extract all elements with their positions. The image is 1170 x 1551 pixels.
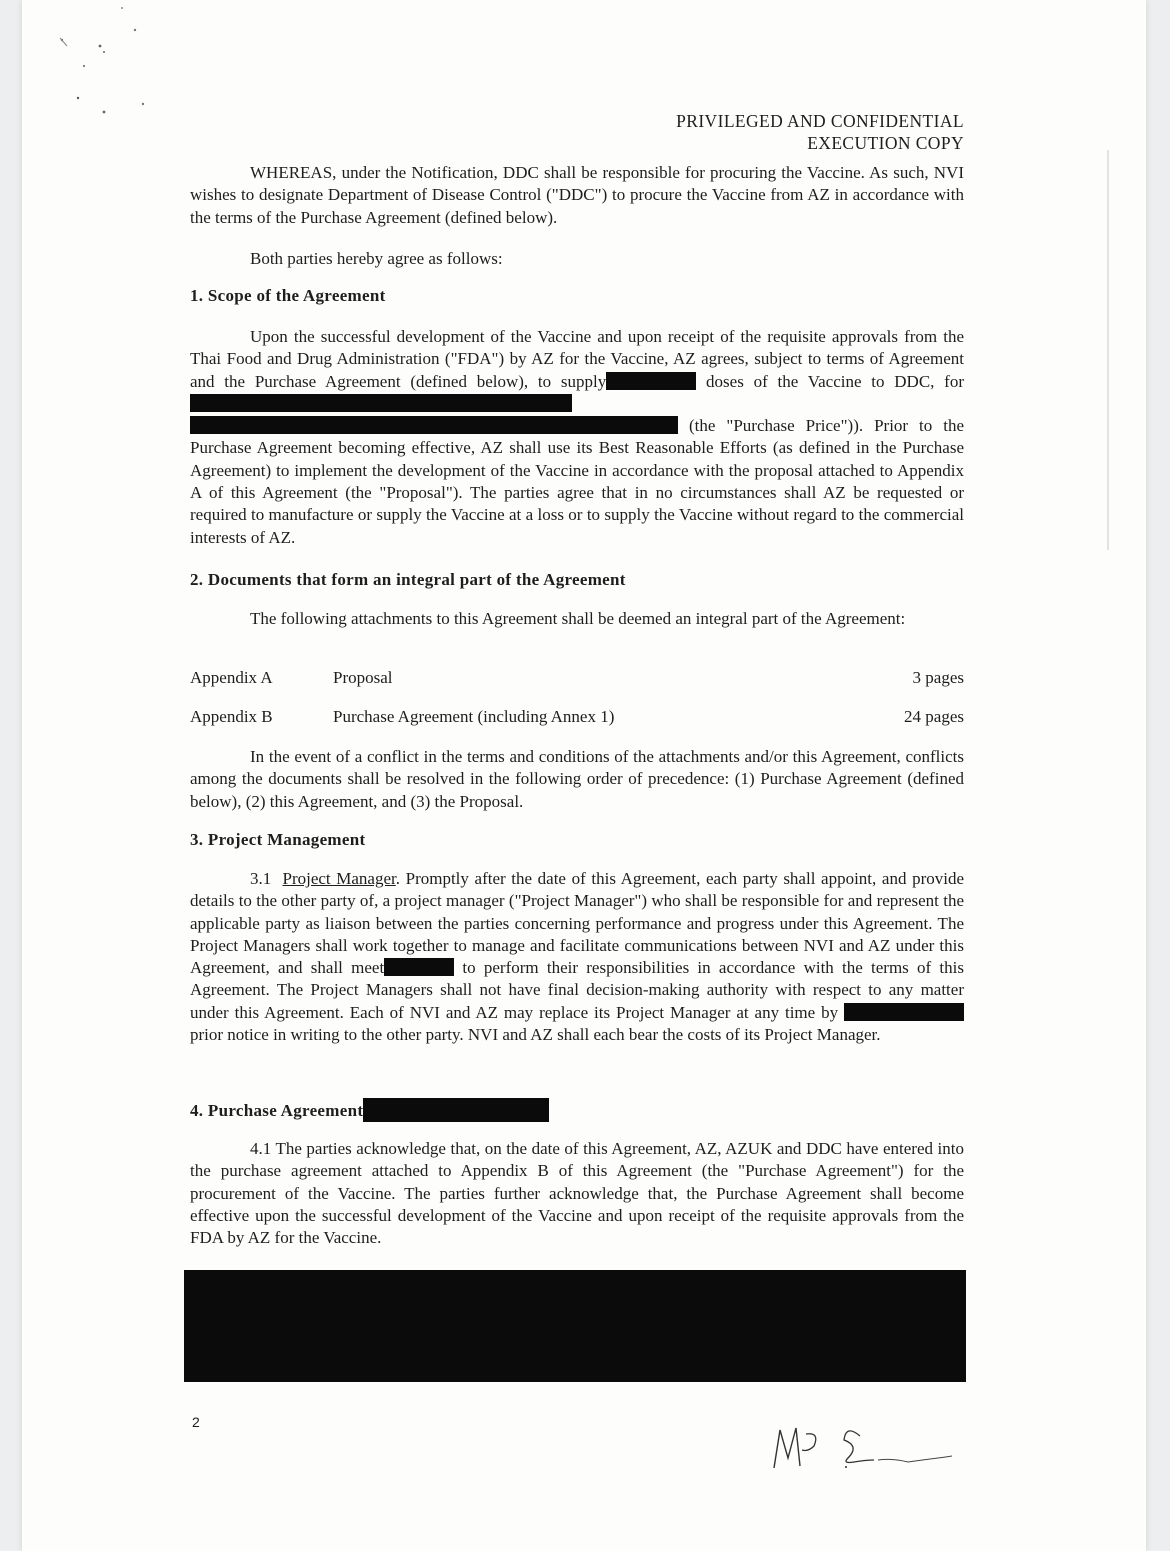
section-1-text-c: (the "Purchase Price")). Prior to the Purchase Agreement becoming effective, AZ shall use its Best Reasonable Efforts (as defined in the Purchase Agreement) to implement the development of the Vaccine in accordance with the proposal attached to Appendix A of this Agreement (the "Proposal"). The parties agree that in no circumstances shall AZ be requested or required to manufacture or supply the Vaccine at a loss or to supply the Vaccine without regard to the commercial interests of AZ. (190, 416, 965, 547)
scan-specks (22, 0, 192, 130)
section-3-paragraph (190, 868, 964, 1046)
section-3-number: 3.1 (250, 869, 272, 888)
appendix-label: Appendix B (190, 707, 273, 726)
appendix-title: Purchase Agreement (including Annex 1) (333, 707, 615, 726)
redaction-bar (844, 1003, 964, 1021)
scan-artifact (1107, 150, 1109, 550)
redacted-block (184, 1270, 966, 1382)
document-page (22, 0, 1146, 1551)
section-2-intro: The following attachments to this Agreement shall be deemed an integral part of the Agreement: (250, 609, 906, 628)
redaction-bar (384, 958, 454, 976)
execution-copy-label: EXECUTION COPY (807, 133, 964, 153)
page-number: 2 (192, 1414, 200, 1430)
appendix-pages: 3 pages (912, 668, 964, 687)
section-2-heading: 2. Documents that form an integral part of the Agreement (190, 570, 626, 589)
redaction-bar (606, 372, 696, 390)
section-4-paragraph: 4.1 The parties acknowledge that, on the date of this Agreement, AZ, AZUK and DDC have entered into the purchase agreement attached to Appendix B of this Agreement (the "Purchase Agreement") for the procurement of the Vaccine. The parties further acknowledge that, the Purchase Agreement shall become effective upon the successful development of the Vaccine and upon receipt of the requisite approvals from the FDA by AZ for the Vaccine. (190, 1139, 964, 1248)
document-header (662, 110, 964, 154)
section-1-heading: 1. Scope of the Agreement (190, 286, 386, 305)
whereas-paragraph: WHEREAS, under the Notification, DDC shall be responsible for procuring the Vaccine. As such, NVI wishes to designate Department of Disease Control ("DDC") to procure the Vaccine from AZ in accordance with the terms of the Purchase Agreement (defined below). (190, 163, 964, 227)
confidential-label: PRIVILEGED AND CONFIDENTIAL (676, 111, 964, 131)
section-1-text-b: doses of the Vaccine to DDC, for (706, 371, 964, 391)
section-4-title: 4. Purchase Agreement (190, 1101, 364, 1120)
appendix-label: Appendix A (190, 668, 273, 687)
agreement-intro: Both parties hereby agree as follows: (250, 249, 503, 268)
appendix-pages: 24 pages (904, 707, 964, 726)
section-3-text-c: prior notice in writing to the other party. NVI and AZ shall each bear the costs of its Project Manager. (190, 1025, 881, 1045)
initials-signature (762, 1410, 982, 1480)
redaction-bar (363, 1098, 549, 1122)
section-1-paragraph (190, 326, 964, 549)
project-manager-title: Project Manager (282, 869, 396, 888)
section-3-text-b: to perform their responsibilities in accordance with the terms of this Agreement. The Project Managers shall not have final decision-making authority with respect to any matter under this Agreement. Each of NVI and AZ may replace its Project Manager at any time by (190, 958, 964, 1022)
section-3-text-a: . Promptly after the date of this Agreement, each party shall appoint, and provide details to the other party of, a project manager ("Project Manager") who shall be responsible for and represent the applicable party as liaison between the parties concerning performance and progress under this Agreement. The Project Managers shall work together to manage and facilitate communications between NVI and AZ under this Agreement, and shall meet (190, 869, 964, 978)
conflict-paragraph: In the event of a conflict in the terms and conditions of the attachments and/or this Agreement, conflicts among the documents shall be resolved in the following order of precedence: (1) Purchase Agreement (defined below), (2) this Agreement, and (3) the Proposal. (190, 747, 964, 811)
section-3-heading: 3. Project Management (190, 830, 366, 849)
section-1-text-a: Upon the successful development of the Vaccine and upon receipt of the requisite approvals from the Thai Food and Drug Administration ("FDA") by AZ for the Vaccine, AZ agrees, subject to terms of Agreement and the Purchase Agreement (defined below), to supply (190, 327, 964, 391)
redaction-bar (190, 416, 678, 434)
section-4-heading (190, 1098, 549, 1122)
appendix-title: Proposal (333, 668, 393, 687)
redaction-bar (190, 394, 572, 412)
